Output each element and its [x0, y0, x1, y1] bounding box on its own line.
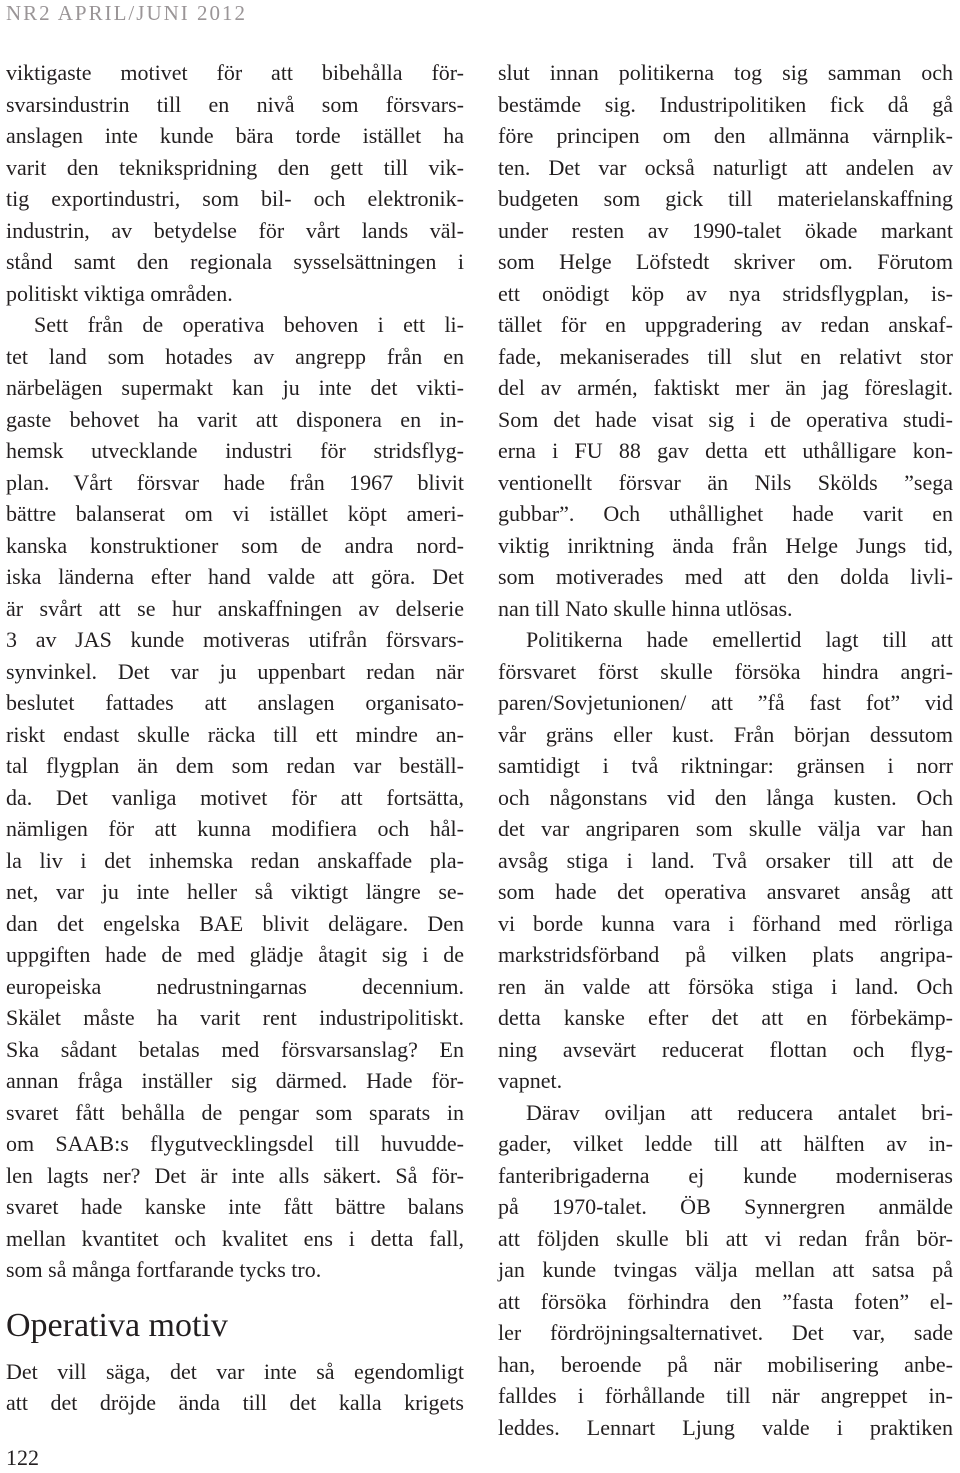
text-line: kanska konstruktioner som de andra nord-	[6, 532, 464, 558]
text-line: politiskt viktiga områden.	[6, 280, 233, 306]
text-line: beslutet fattades att anslagen organisato-	[6, 690, 464, 715]
text-line: gubbar”. Och uthållighet hade varit en	[498, 501, 953, 526]
text-line: slut innan politikerna tog sig samman och	[498, 60, 953, 85]
text-line: att det dröjde ända till det kalla krigets	[6, 1390, 464, 1415]
left-column	[6, 57, 464, 1419]
text-line: net, var ju inte heller så viktigt längre se-	[6, 879, 464, 904]
text-line: hemsk utvecklande industri för stridsflyg-	[6, 438, 464, 463]
text-line: leddes. Lennart Ljung valde i praktiken	[498, 1414, 953, 1440]
text-line: len lagts ner? Det är inte alls säkert. Så för-	[6, 1162, 464, 1188]
text-line: på 1970-talet. ÖB Synnergren anmälde	[498, 1194, 953, 1219]
text-line: da. Det vanliga motivet för att fortsätta,	[6, 784, 464, 810]
text-line: som så många fortfarande tycks tro.	[6, 1257, 322, 1282]
text-line: synvinkel. Det var ju uppenbart redan när	[6, 658, 464, 684]
text-line: stånd samt den regionala sysselsättningen i	[6, 249, 464, 274]
text-line: riskt endast skulle räcka till ett mindre an-	[6, 721, 464, 747]
text-line: paren/Sovjetunionen/ att ”få fast fot” vid	[498, 690, 953, 715]
right-column	[498, 57, 953, 1443]
text-line: svarsindustrin till en nivå som försvars-	[6, 91, 464, 117]
page-number: 122	[6, 1445, 39, 1470]
text-line: nan till Nato skulle hinna utlösas.	[498, 595, 793, 621]
text-line: viktig inriktning ända från Helge Jungs tid,	[498, 532, 953, 558]
text-line: ning avsevärt reducerat flottan och flyg-	[498, 1036, 953, 1062]
paragraph	[498, 57, 953, 624]
text-line: Som det hade visat sig i de operativa studi-	[498, 406, 953, 432]
text-line: gaste behovet ha varit att disponera en in-	[6, 406, 464, 432]
text-line: jan kunde tvingas välja mellan att satsa på	[498, 1257, 953, 1282]
text-line: industrin, av betydelse för vårt lands väl-	[6, 217, 464, 243]
text-line: bestämde sig. Industripolitiken fick då gå	[498, 91, 953, 117]
text-line: fade, mekaniserades till slut en relativt stor	[498, 343, 953, 369]
text-line: bättre balanserat om vi istället köpt ameri-	[6, 501, 464, 526]
text-line: markstridsförband på vilken plats angripa-	[498, 942, 953, 967]
text-line: som Helge Löfstedt skriver om. Förutom	[498, 249, 953, 274]
text-line: nämligen för att kunna modifiera och hål-	[6, 816, 464, 841]
text-line: tället för en uppgradering av redan anskaf-	[498, 312, 953, 337]
text-line: viktigaste motivet för att bibehålla för-	[6, 60, 464, 85]
text-line: försvaret först skulle försöka hindra angri-	[498, 658, 953, 684]
paragraph	[498, 1097, 953, 1444]
text-line: tig exportindustri, som bil- och elektronik-	[6, 186, 464, 211]
text-line: fanteribrigaderna ej kunde moderniseras	[498, 1162, 953, 1188]
paragraph	[6, 309, 464, 1286]
text-line: att försöka förhindra den ”fasta foten” el-	[498, 1288, 953, 1314]
text-line: avsåg stiga i land. Två orsaker till att de	[498, 847, 953, 873]
text-line: är svårt att se hur anskaffningen av delserie	[6, 595, 464, 621]
text-line: det var angriparen som skulle välja var han	[498, 816, 953, 841]
text-line: under resten av 1990-talet ökade markant	[498, 217, 953, 243]
section-heading: Operativa motiv	[6, 1306, 228, 1344]
text-line: och någonstans vid den långa kusten. Och	[498, 784, 953, 810]
paragraph	[6, 57, 464, 309]
text-line: annan fråga inställer sig därmed. Hade för-	[6, 1068, 464, 1093]
text-line: falldes i förhållande till när angreppet in-	[498, 1383, 953, 1408]
text-line: Skälet måste ha varit rent industripolitiskt.	[6, 1005, 464, 1030]
text-line: närbelägen supermakt kan ju inte det vikti-	[6, 375, 464, 400]
text-line: Det vill säga, det var inte så egendomligt	[6, 1358, 464, 1384]
text-line: tal flygplan än dem som redan var beställ-	[6, 753, 464, 778]
text-line: ren än valde att försöka stiga i land. Och	[498, 973, 953, 999]
text-line: svaret fått behålla de pengar som sparats in	[6, 1099, 464, 1125]
text-line: vapnet.	[498, 1068, 563, 1093]
text-line: varit den teknikspridning den gett till vik-	[6, 154, 464, 180]
text-line: del av armén, faktiskt mer än jag föreslagit.	[498, 375, 953, 400]
text-line: erna i FU 88 gav detta ett uthålligare kon-	[498, 438, 953, 463]
text-line: han, beroende på när mobilisering anbe-	[498, 1351, 953, 1377]
text-line: Därav oviljan att reducera antalet bri-	[526, 1099, 953, 1125]
text-line: anslagen inte kunde bära torde istället ha	[6, 123, 464, 148]
text-line: ler fördröjningsalternativet. Det var, sade	[498, 1320, 953, 1345]
text-line: före principen om den allmänna värnplik-	[498, 123, 953, 148]
text-line: svaret hade kanske inte fått bättre balans	[6, 1194, 464, 1219]
running-head: NR2 APRIL/JUNI 2012	[6, 1, 248, 25]
text-line: Sett från de operativa behoven i ett li-	[34, 312, 464, 337]
text-line: att följden skulle bli att vi redan från bör-	[498, 1225, 953, 1251]
text-line: gader, vilket ledde till att hälften av in-	[498, 1131, 953, 1156]
text-line: uppgiften hade de med glädje åtagit sig i de	[6, 942, 464, 967]
text-line: vår gräns eller kust. Från början dessutom	[498, 721, 953, 747]
text-line: iska länderna efter hand valde att göra. Det	[6, 564, 464, 589]
text-line: som hade det operativa ansvaret ansåg att	[498, 879, 953, 904]
text-line: om SAAB:s flygutvecklingsdel till huvudde-	[6, 1131, 464, 1156]
text-line: 3 av JAS kunde motiveras utifrån försvars-	[6, 627, 464, 652]
text-line: plan. Vårt försvar hade från 1967 blivit	[6, 469, 464, 495]
text-line: vi borde kunna vara i förhand med rörliga	[498, 910, 953, 936]
paragraph	[6, 1356, 464, 1419]
text-line: mellan kvantitet och kvalitet ens i detta fall,	[6, 1225, 464, 1251]
text-line: tet land som hotades av angrepp från en	[6, 343, 464, 369]
text-line: ett onödigt köp av nya stridsflygplan, is-	[498, 280, 953, 306]
text-line: budgeten som gick till materielanskaffning	[498, 186, 953, 211]
text-line: samtidigt i två riktningar: gränsen i norr	[498, 753, 953, 778]
paragraph	[498, 624, 953, 1097]
text-line: som motiverades med att den dolda livli-	[498, 564, 953, 589]
text-line: ventionellt försvar än Nils Skölds ”sega	[498, 469, 953, 495]
text-line: Politikerna hade emellertid lagt till att	[526, 627, 953, 652]
text-line: ten. Det var också naturligt att andelen av	[498, 154, 953, 180]
text-line: detta kanske efter det att en förbekämp-	[498, 1005, 953, 1030]
text-line: dan det engelska BAE blivit delägare. Den	[6, 910, 464, 936]
text-line: Ska sådant betalas med försvarsanslag? En	[6, 1036, 464, 1062]
text-line: la liv i det inhemska redan anskaffade pla-	[6, 847, 464, 873]
text-line: europeiska nedrustningarnas decennium.	[6, 973, 464, 999]
